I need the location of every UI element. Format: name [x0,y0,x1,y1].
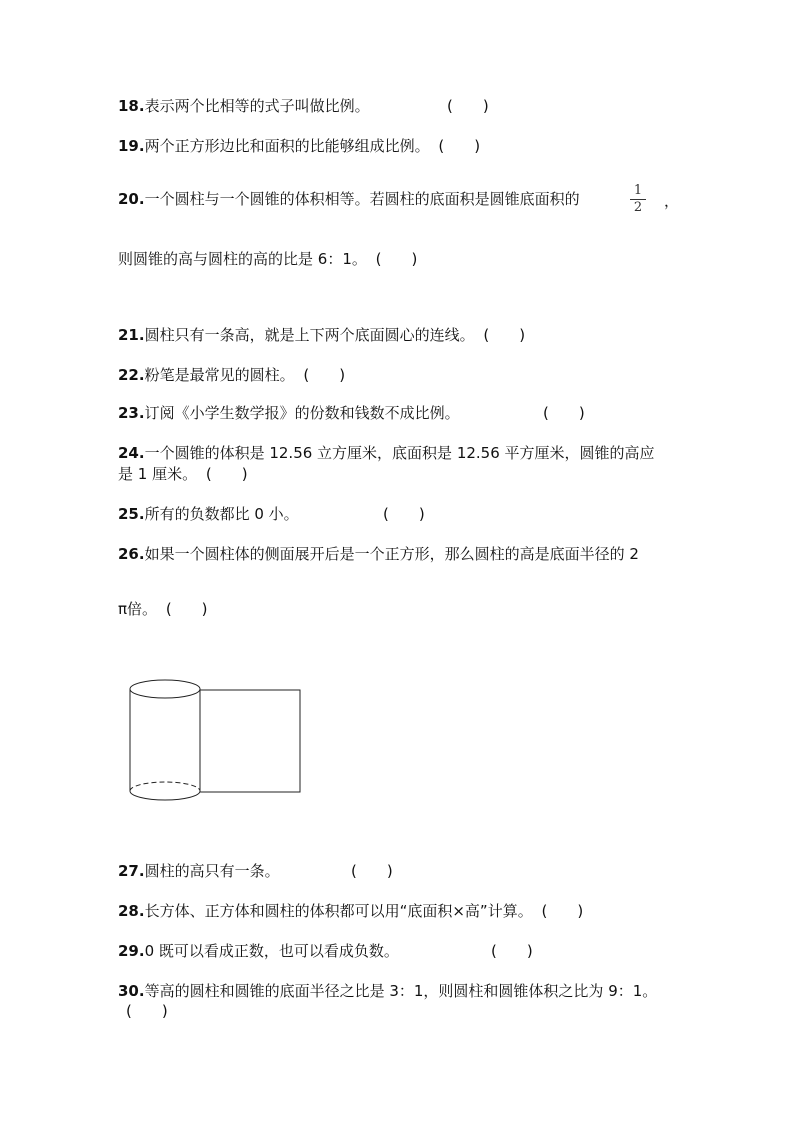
question-number: 18. [118,97,145,115]
question-26 [118,545,639,563]
question-number: 21. [118,326,145,344]
question-number: 29. [118,942,145,960]
question-27 [118,862,280,880]
question-text-continued: 是 1 厘米。 [118,465,198,483]
fraction-numerator: 1 [633,183,643,198]
answer-blank-28[interactable]: ( ) [541,902,584,920]
question-21 [118,326,525,344]
answer-blank-25[interactable]: ( ) [383,505,425,523]
comma: ， [664,192,680,210]
question-text: 如果一个圆柱体的侧面展开后是一个正方形，那么圆柱的高是底面半径的 2 [144,545,639,563]
answer-blank-21[interactable]: ( ) [483,326,526,344]
question-18 [118,97,370,115]
answer-blank-26[interactable]: ( ) [165,600,208,618]
question-25 [118,505,299,523]
answer-blank-30[interactable]: ( ) [126,1002,168,1020]
question-text: 一个圆柱与一个圆锥的体积相等。若圆柱的底面积是圆锥底面积的 [144,190,580,208]
question-text: 粉笔是最常见的圆柱。 [144,366,295,384]
question-20 [118,190,580,208]
question-number: 28. [118,902,145,920]
question-number: 24. [118,444,145,462]
question-24 [118,444,655,462]
question-24-line2 [118,465,248,483]
answer-blank-22[interactable]: ( ) [303,366,346,384]
cylinder-top-ellipse [130,680,200,698]
question-22 [118,366,345,384]
question-text: 所有的负数都比 0 小。 [144,505,299,523]
question-number: 25. [118,505,145,523]
question-29 [118,942,399,960]
question-text-continued: π倍。 [118,600,158,618]
question-number: 30. [118,982,145,1000]
question-number: 26. [118,545,145,563]
cylinder-bottom-back-arc [130,782,200,791]
question-text: 等高的圆柱和圆锥的底面半径之比是 3：1，则圆柱和圆锥体积之比为 9：1。 [144,982,658,1000]
answer-blank-29[interactable]: ( ) [491,942,533,960]
answer-blank-18[interactable]: ( ) [447,97,489,115]
answer-blank-24[interactable]: ( ) [205,465,248,483]
question-19 [118,137,480,155]
question-number: 20. [118,190,145,208]
question-number: 19. [118,137,145,155]
fraction-one-half [630,184,646,215]
question-30 [118,982,657,1000]
answer-blank-19[interactable]: ( ) [438,137,481,155]
question-text: 表示两个比相等的式子叫做比例。 [144,97,370,115]
question-text: 圆柱的高只有一条。 [144,862,280,880]
question-23 [118,404,460,422]
fraction-denominator: 2 [633,200,643,215]
answer-blank-27[interactable]: ( ) [351,862,393,880]
question-number: 22. [118,366,145,384]
question-20-line2 [118,250,417,268]
answer-blank-23[interactable]: ( ) [543,404,585,422]
cylinder-unfolded-figure [120,670,310,810]
question-text: 一个圆锥的体积是 12.56 立方厘米，底面积是 12.56 平方厘米，圆锥的高应 [144,444,655,462]
question-text: 两个正方形边比和面积的比能够组成比例。 [144,137,430,155]
question-text: 订阅《小学生数学报》的份数和钱数不成比例。 [144,404,460,422]
answer-blank-20[interactable]: ( ) [375,250,418,268]
question-text: 圆柱只有一条高，就是上下两个底面圆心的连线。 [144,326,475,344]
question-number: 27. [118,862,145,880]
question-28 [118,902,583,920]
question-text: 长方体、正方体和圆柱的体积都可以用“底面积×高”计算。 [144,902,533,920]
question-text: 0 既可以看成正数，也可以看成负数。 [144,942,399,960]
unfolded-square [200,690,300,792]
cylinder-bottom-front-arc [130,791,200,800]
question-number: 23. [118,404,145,422]
question-text-continued: 则圆锥的高与圆柱的高的比是 6：1。 [118,250,367,268]
question-26-line2 [118,600,208,618]
